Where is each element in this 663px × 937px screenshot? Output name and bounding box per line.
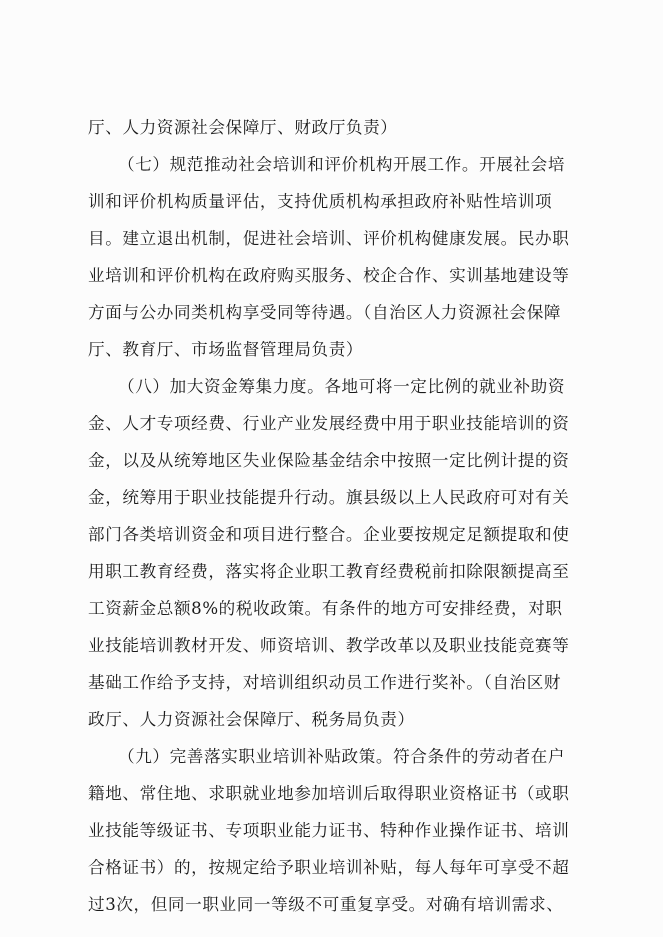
section-heading-line: （九）完善落实职业培训补贴政策。符合条件的劳动者在户 <box>118 747 566 766</box>
text-line: 厅、教育厅、市场监督管理局负责） <box>88 340 364 359</box>
text-line: 过3次，但同一职业同一等级不可重复享受。对确有培训需求、 <box>88 895 564 914</box>
text-line: 基础工作给予支持，对培训组织动员工作进行奖补。（自治区财 <box>88 673 562 692</box>
text-line: 政厅、人力资源社会保障厅、税务局负责） <box>88 710 415 729</box>
text-line: 部门各类培训资金和项目进行整合。企业要按规定足额提取和使 <box>88 525 570 544</box>
text-line: 训和评价机构质量评估，支持优质机构承担政府补贴性培训项 <box>88 192 553 211</box>
text-line: 用职工教育经费，落实将企业职工教育经费税前扣除限额提高至 <box>88 562 570 581</box>
text-line: 籍地、常住地、求职就业地参加培训后取得职业资格证书（或职 <box>88 784 570 803</box>
text-line: 金、人才专项经费、行业产业发展经费中用于职业技能培训的资 <box>88 414 570 433</box>
section-heading-line: （八）加大资金筹集力度。各地可将一定比例的就业补助资 <box>118 377 566 396</box>
text-line: 方面与公办同类机构享受同等待遇。（自治区人力资源社会保障 <box>88 303 562 322</box>
text-line: 工资薪金总额8%的税收政策。有条件的地方可安排经费，对职 <box>88 599 563 618</box>
text-line: 合格证书）的，按规定给予职业培训补贴，每人每年可享受不超 <box>88 858 570 877</box>
text-line: 业技能培训教材开发、师资培训、教学改革以及职业技能竞赛等 <box>88 636 570 655</box>
text-line: 厅、人力资源社会保障厅、财政厅负责） <box>88 118 398 137</box>
text-line: 业技能等级证书、专项职业能力证书、特种作业操作证书、培训 <box>88 821 570 840</box>
text-line: 金，以及从统筹地区失业保险基金结余中按照一定比例计提的资 <box>88 451 570 470</box>
text-line: 金，统筹用于职业技能提升行动。旗县级以上人民政府可对有关 <box>88 488 570 507</box>
text-line: 业培训和评价机构在政府购买服务、校企合作、实训基地建设等 <box>88 266 570 285</box>
section-heading-line: （七）规范推动社会培训和评价机构开展工作。开展社会培 <box>118 155 566 174</box>
text-line: 目。建立退出机制，促进社会培训、评价机构健康发展。民办职 <box>88 229 570 248</box>
